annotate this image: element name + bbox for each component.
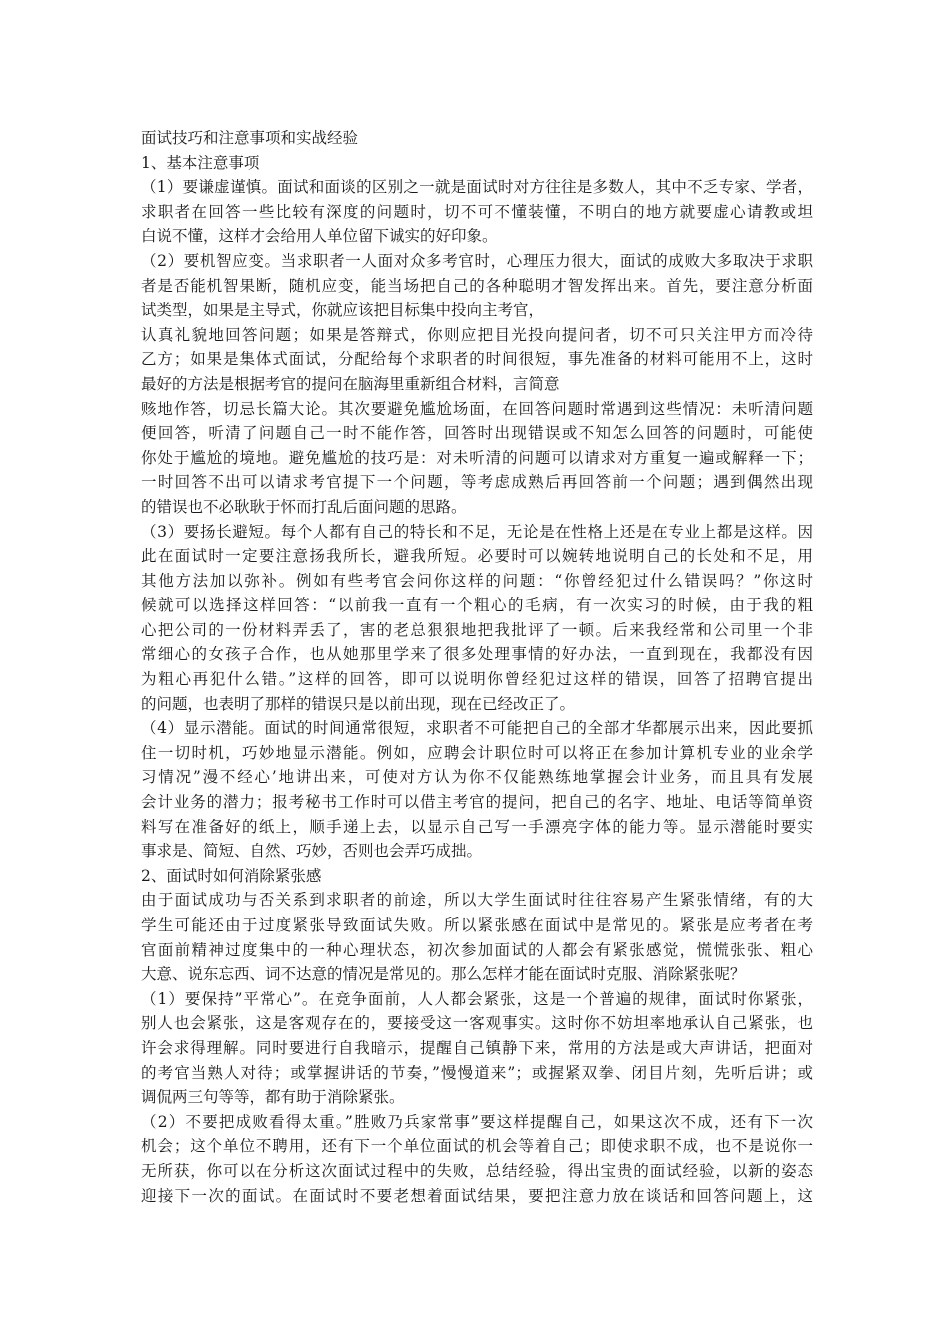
paragraph-line: （3）要扬长避短。每个人都有自己的特长和不足，无论是在性格上还是在专业上都是这样。因 (141, 522, 813, 541)
paragraph-line: 由于面试成功与否关系到求职者的前途，所以大学生面试时往往容易产生紧张情绪，有的大 (141, 891, 813, 910)
paragraph-line: 别人也会紧张，这是客观存在的，要接受这一客观事实。这时你不妨坦率地承认自己紧张，也 (141, 1014, 813, 1033)
paragraph-line: 认真礼貌地回答问题；如果是答辩式，你则应把目光投向提问者，切不可只关注甲方而冷待 (141, 325, 813, 344)
paragraph-line: 大意、说东忘西、词不达意的情况是常见的。那么怎样才能在面试时克服、消除紧张呢？ (141, 965, 746, 984)
paragraph-line: 试类型，如果是主导式，你就应该把目标集中投向主考官， (141, 301, 545, 320)
paragraph-line: 的错误也不必耿耿于怀而打乱后面问题的思路。 (141, 497, 467, 516)
paragraph-line: 住一切时机，巧妙地显示潜能。例如，应聘会计职位时可以将正在参加计算机专业的业余学 (141, 743, 813, 762)
paragraph-line: （2）不要把成败看得太重。”胜败乃兵家常事”要这样提醒自己，如果这次不成，还有下一次 (141, 1112, 813, 1131)
paragraph-line: （1）要谦虚谨慎。面试和面谈的区别之一就是面试时对方往往是多数人，其中不乏专家、学者， (141, 178, 813, 197)
document-title: 面试技巧和注意事项和实战经验 (141, 129, 359, 147)
paragraph-line: 无所获，你可以在分析这次面试过程中的失败，总结经验，得出宝贵的面试经验，以新的姿态 (141, 1161, 813, 1180)
paragraph-line: 习情况”漫不经心’地讲出来，可使对方认为你不仅能熟练地掌握会计业务，而且具有发展 (141, 768, 813, 787)
paragraph-line: 官面前精神过度集中的一种心理状态，初次参加面试的人都会有紧张感觉，慌慌张张、粗心 (141, 940, 813, 959)
paragraph-line: 机会；这个单位不聘用，还有下一个单位面试的机会等着自己；即使求职不成，也不是说你一 (141, 1137, 813, 1156)
paragraph-line: 其他方法加以弥补。例如有些考官会问你这样的问题：“你曾经犯过什么错误吗？”你这时 (141, 571, 813, 590)
paragraph-line: 迎接下一次的面试。在面试时不要老想着面试结果，要把注意力放在谈话和回答问题上，这 (141, 1186, 813, 1205)
paragraph-line: 乙方；如果是集体式面试，分配给每个求职者的时间很短，事先准备的材料可能用不上，这时 (141, 350, 813, 369)
paragraph-line: 便回答，听清了问题自己一时不能作答，回答时出现错误或不知怎么回答的问题时，可能使 (141, 424, 813, 443)
paragraph-line: 者是否能机智果断，随机应变，能当场把自己的各种聪明才智发挥出来。首先，要注意分析面 (141, 276, 813, 295)
paragraph-line: 候就可以选择这样回答：“以前我一直有一个粗心的毛病，有一次实习的时候，由于我的粗 (141, 596, 813, 615)
paragraph-line: 料写在准备好的纸上，顺手递上去，以显示自己写一手漂亮字体的能力等。显示潜能时要实 (141, 817, 813, 836)
paragraph-line: 常细心的女孩子合作，也从她那里学来了很多处理事情的好办法，一直到现在，我都没有因 (141, 645, 813, 664)
paragraph-line: 最好的方法是根据考官的提问在脑海里重新组合材料，言简意 (141, 374, 560, 393)
paragraph-line: 心把公司的一份材料弄丢了，害的老总狠狠地把我批评了一顿。后来我经常和公司里一个非 (141, 620, 813, 639)
paragraph-line: 一时回答不出可以请求考官提下一个问题，等考虑成熟后再回答前一个问题；遇到偶然出现 (141, 473, 813, 492)
paragraph-line: 的问题，也表明了那样的错误只是以前出现，现在已经改正了。 (141, 694, 576, 713)
paragraph-line: 你处于尴尬的境地。避免尴尬的技巧是：对未听清的问题可以请求对方重复一遍或解释一下； (141, 448, 813, 467)
paragraph-line: 求职者在回答一些比较有深度的问题时，切不可不懂装懂，不明白的地方就要虚心请教或坦 (141, 202, 813, 221)
paragraph-line: （1）要保持”平常心”。在竞争面前，人人都会紧张，这是一个普遍的规律，面试时你紧张， (141, 989, 813, 1008)
paragraph-line: 调侃两三句等等，都有助于消除紧张。 (141, 1088, 405, 1107)
paragraph-line: 此在面试时一定要注意扬我所长，避我所短。必要时可以婉转地说明自己的长处和不足，用 (141, 547, 813, 566)
paragraph-line: 白说不懂，这样才会给用人单位留下诚实的好印象。 (141, 227, 498, 246)
paragraph-line: 学生可能还由于过度紧张导致面试失败。所以紧张感在面试中是常见的。紧张是应考者在考 (141, 916, 813, 934)
paragraph-line: 的考官当熟人对待；或掌握讲话的节奏，”慢慢道来”；或握紧双拳、闭目片刻，先听后讲；或 (141, 1063, 813, 1082)
paragraph-line: 为粗心再犯什么错。”这样的回答，即可以说明你曾经犯过这样的错误，回答了招聘官提出 (141, 670, 813, 689)
paragraph-line: 事求是、简短、自然、巧妙，否则也会弄巧成拙。 (141, 842, 483, 861)
document-body (141, 126, 813, 1208)
paragraph-line: 会计业务的潜力；报考秘书工作时可以借主考官的提问，把自己的名字、地址、电话等简单资 (141, 793, 813, 812)
section-heading: 1、基本注意事项 (141, 153, 260, 172)
paragraph-line: （2）要机智应变。当求职者一人面对众多考官时，心理压力很大，面试的成败大多取决于求职 (141, 251, 813, 270)
section-heading: 2、面试时如何消除紧张感 (141, 866, 322, 885)
paragraph-line: 赅地作答，切忌长篇大论。其次要避免尴尬场面，在回答问题时常遇到这些情况：未听清问题 (141, 399, 813, 418)
paragraph-line: 许会求得理解。同时要进行自我暗示，提醒自己镇静下来，常用的方法是或大声讲话，把面对 (141, 1038, 813, 1057)
paragraph-line: （4）显示潜能。面试的时间通常很短，求职者不可能把自己的全部才华都展示出来，因此要抓 (141, 719, 813, 738)
